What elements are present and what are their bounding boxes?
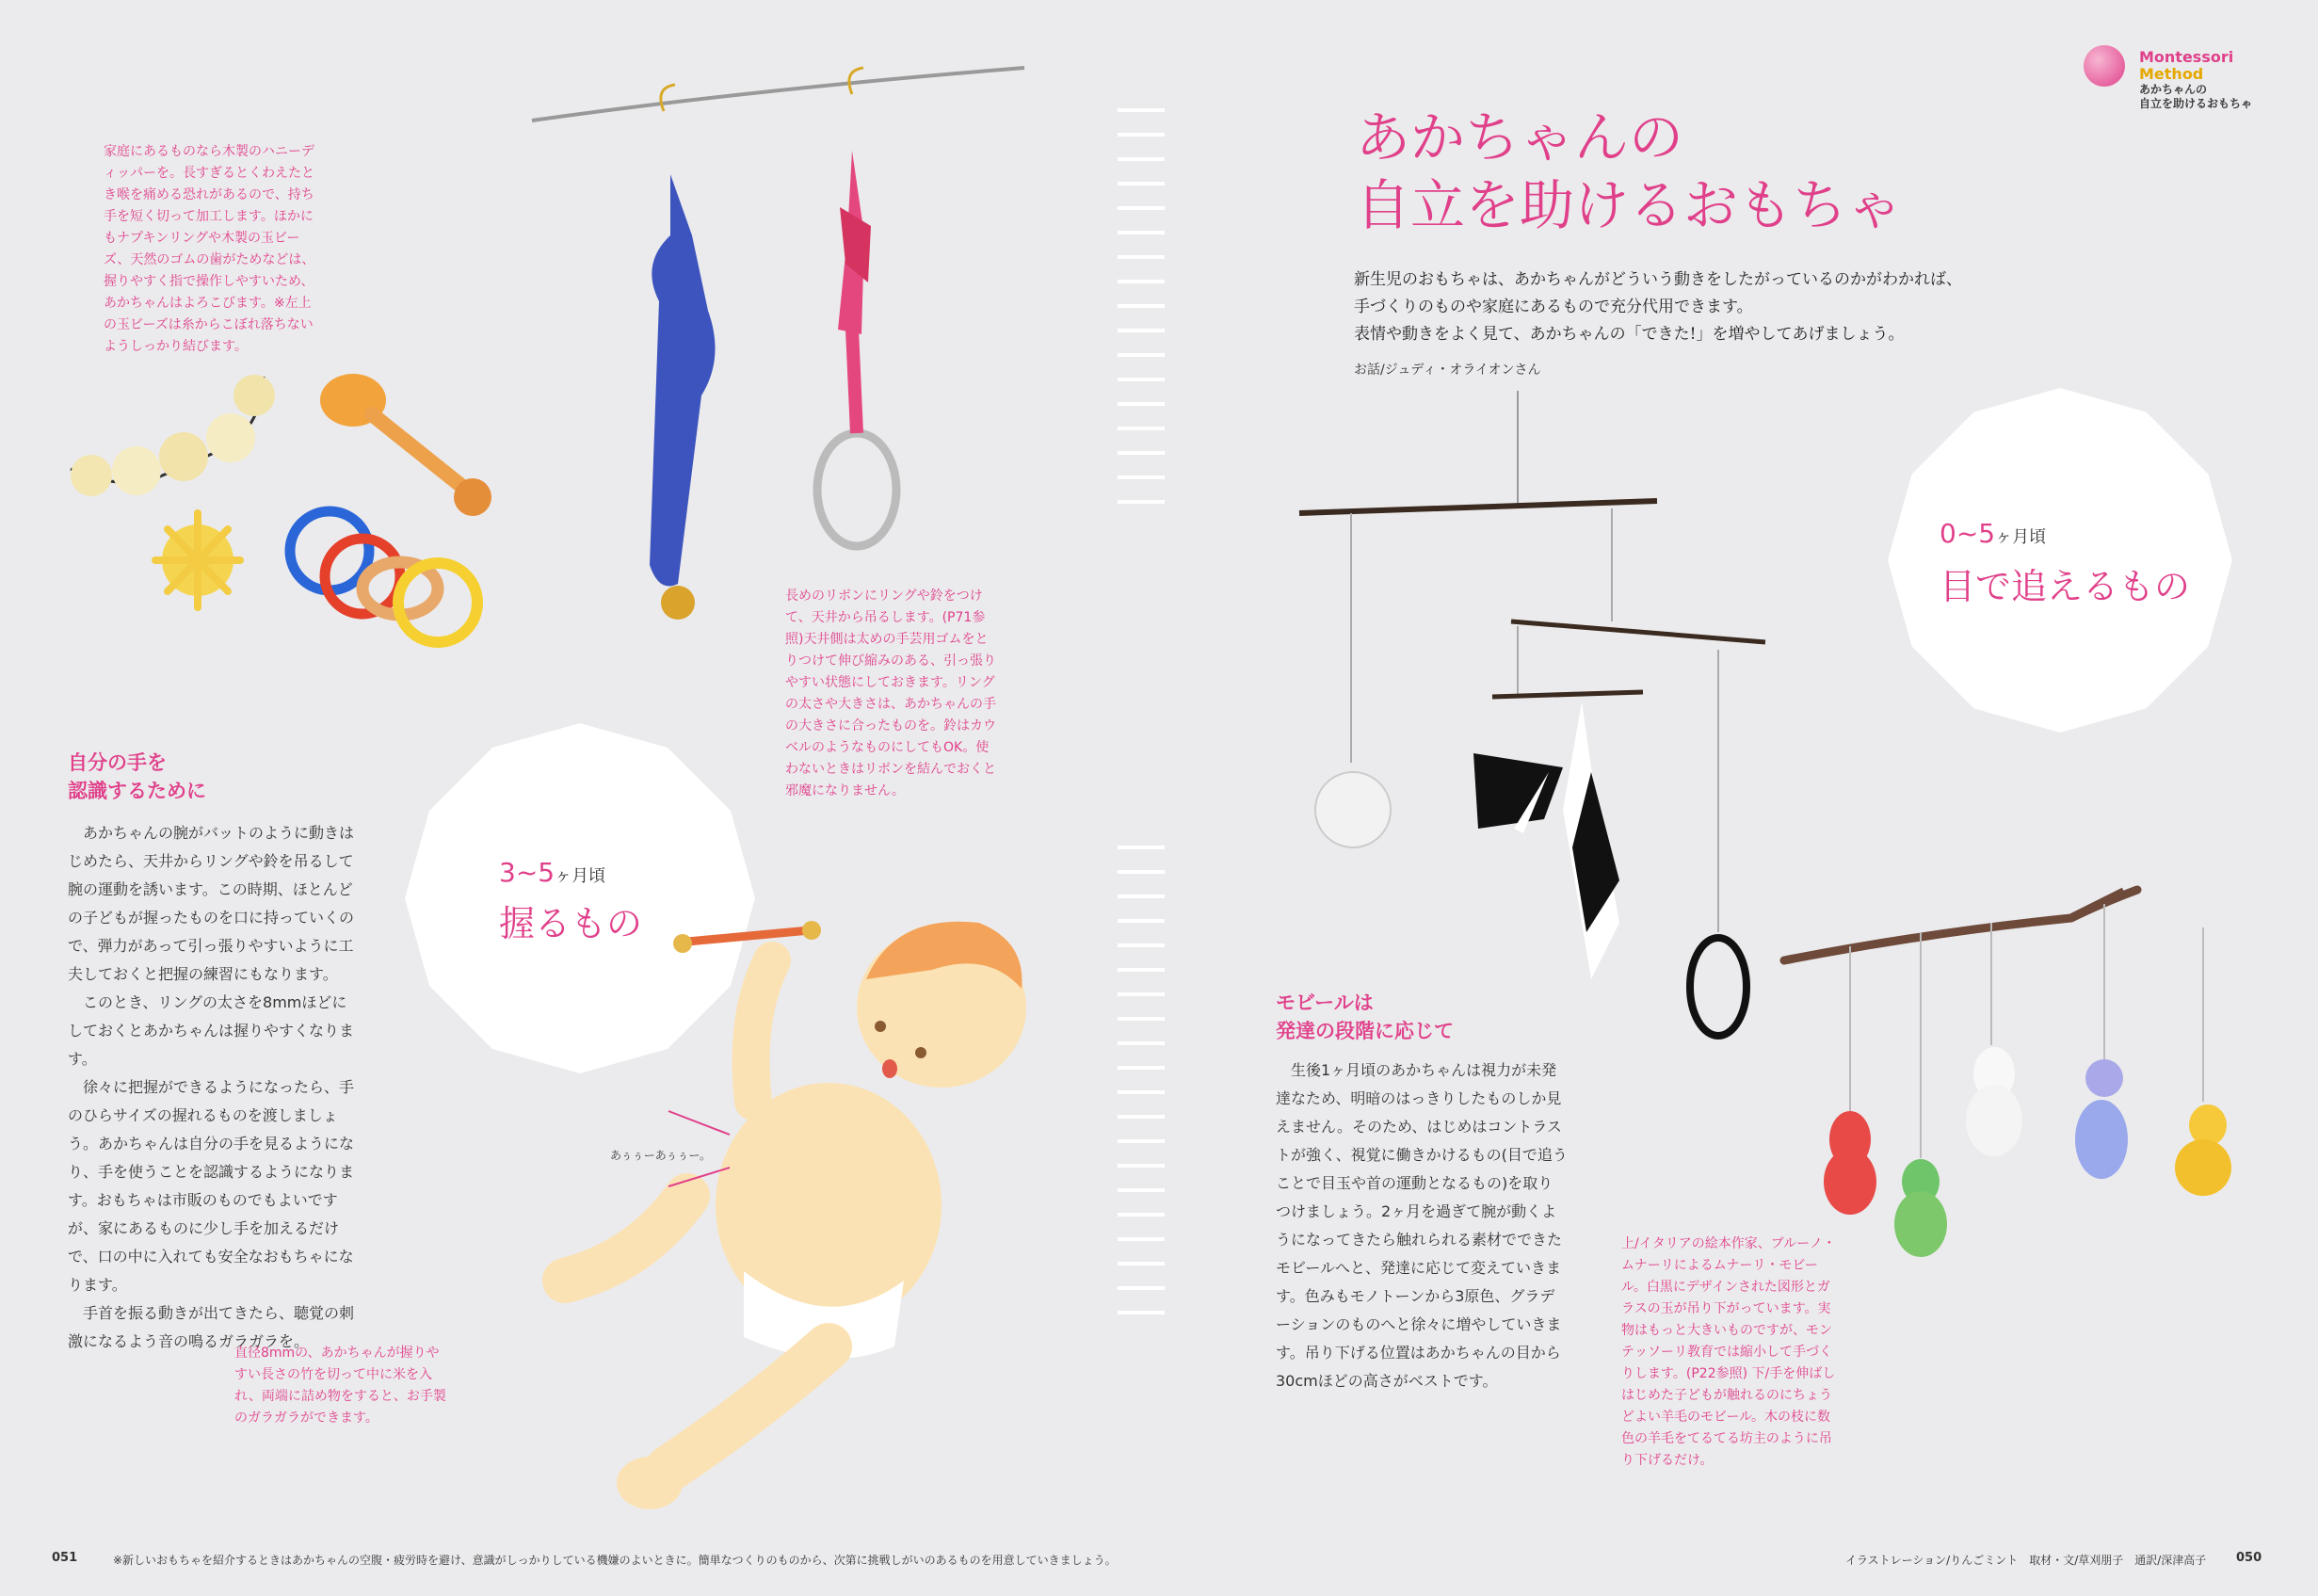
page-number-right: 050 xyxy=(2236,1551,2262,1565)
brand-line2: Method xyxy=(2139,65,2204,83)
hand-heading-line1: 自分の手を xyxy=(68,751,167,774)
hand-paragraph-2: このとき、リングの太さを8mmほどにしておくとあかちゃんは握りやすくなります。 xyxy=(68,993,355,1068)
caption-honey-dipper: 家庭にあるものなら木製のハニーディッパーを。長すぎるとくわえたとき喉を痛める恐れがあるので、持ち手を短く切って加工します。ほかにもナプキンリングや木製の玉ビーズ、天然のゴムの歯がためなどは、握りやすく指で操作しやすいため、あかちゃんはよろこびます。※左上の玉ビーズは糸からこぼれ落ちないようしっかり結びます。 xyxy=(104,144,315,354)
hand-paragraph-1: あかちゃんの腕がバットのように動きはじめたら、天井からリングや鈴を吊るして腕の運動を誘います。この時期、ほとんどの子どもが握ったものを口に持っていくので、弾力があって引っ張りやすいように工夫しておくと把握の練習にもなります。 xyxy=(68,824,355,983)
hanging-rod-illustration xyxy=(532,68,1024,620)
lead-line2: 手づくりのものや家庭にあるもので充分代用できます。 xyxy=(1354,298,1753,316)
baby-voice-text: あぅぅーあぅぅー。 xyxy=(610,1149,712,1162)
hand-heading-line2: 認識するために xyxy=(68,780,206,802)
baby-illustration xyxy=(565,921,1026,1509)
bubble-eye-label: 目で追えるもの xyxy=(1940,566,2191,607)
hand-paragraph-4: 手首を振る動きが出てきたら、聴覚の刺激になるよう音の鳴るガラガラを。 xyxy=(68,1304,355,1350)
footer-note: ※新しいおもちゃを紹介するときはあかちゃんの空腹・疲労時を避け、意識がしっかりしている機嫌のよいときに。簡単なつくりのものから、次第に挑戦しがいのあるものを用意していきましょう。 xyxy=(113,1554,1117,1567)
title-line1: あかちゃんの xyxy=(1356,105,1684,169)
mobile-paragraph-1: 生後1ヶ月頃のあかちゃんは視力が未発達なため、明暗のはっきりしたものしか見えません。そのため、はじめはコントラストが強く、視覚に働きかけるもの(目で追うことで目玉や首の運動となるもの)を取りつけましょう。2ヶ月を過ぎて腕が動くようになってきたら触れられる素材でできたモビールへと、発達に応じて変えていきます。色みもモノトーンから3原色、グラデーションのものへと徐々に増やしていきます。吊り下げる位置はあかちゃんの目から30cmほどの高さがベストです。 xyxy=(1276,1061,1568,1390)
eye-age-unit: ヶ月頃 xyxy=(1995,527,2047,547)
caption-mobile: 上/イタリアの絵本作家、ブルーノ・ムナーリによるムナーリ・モビール。白黒にデザインされた図形とガラスの玉が吊り下がっています。実物はもっと大きいものですが、モンテッソーリ教育では縮小して手づくりします。(P22参照) 下/手を伸ばしはじめた子どもが触れるのにちょうどよい羊毛のモビール。木の枝に数色の羊毛をてるてる坊主のように吊り下げるだけ。 xyxy=(1621,1236,1836,1468)
wool-mobile-illustration xyxy=(1784,890,2231,1257)
wooden-toys-illustration xyxy=(71,374,491,642)
hand-paragraph-3: 徐々に把握ができるようになったら、手のひらサイズの握れるものを渡しましょう。あかちゃんは自分の手を見るようになり、手を使うことを認識するようになります。おもちゃは市販のものでもよいですが、家にあるものに少し手を加えるだけで、口の中に入れても安全なおもちゃになります。 xyxy=(68,1078,355,1294)
brand-sub1: あかちゃんの xyxy=(2139,83,2208,96)
brand-line1: Montessori xyxy=(2139,48,2234,66)
munari-mobile-illustration xyxy=(1299,391,1765,1036)
bubble-grasp-label: 握るもの xyxy=(499,903,643,944)
mobile-heading-line2: 発達の段階に応じて xyxy=(1276,1020,1454,1042)
caption-rattle: 直径8mmの、あかちゃんが握りやすい長さの竹を切って中に米を入れ、両端に詰め物をすると、お手製のガラガラができます。 xyxy=(234,1346,446,1426)
title-line2: 自立を助けるおもちゃ xyxy=(1356,173,1903,237)
eye-age-value: 0~5 xyxy=(1940,518,1996,549)
mobile-heading-line1: モビールは xyxy=(1276,991,1374,1014)
brand-sub2: 自立を助けるおもちゃ xyxy=(2139,97,2253,110)
caption-ribbon: 長めのリボンにリングや鈴をつけて、天井から吊るします。(P71参照)天井側は太めの手芸用ゴムをとりつけて伸び縮みのある、引っ張りやすい状態にしておきます。リングの太さや大きさは、あかちゃんの手の大きさに合ったものを。鈴はカウベルのようなものにしてもOK。使わないときはリボンを結んでおくと邪魔になりません。 xyxy=(785,588,996,798)
footer-credits: イラストレーション/りんごミント 取材・文/草刈朋子 通訳/深津高子 xyxy=(1845,1554,2207,1567)
lead-line3: 表情や動きをよく見て、あかちゃんの「できた!」を増やしてあげましょう。 xyxy=(1354,325,1905,344)
page-number-left: 051 xyxy=(52,1551,78,1565)
grasp-age-unit: ヶ月頃 xyxy=(555,866,606,886)
lead-line1: 新生児のおもちゃは、あかちゃんがどういう動きをしたがっているのかがわかれば、 xyxy=(1354,270,1962,289)
lead-credit: お話/ジュディ・オライオンさん xyxy=(1354,363,1541,378)
grasp-age-value: 3~5 xyxy=(499,857,555,888)
